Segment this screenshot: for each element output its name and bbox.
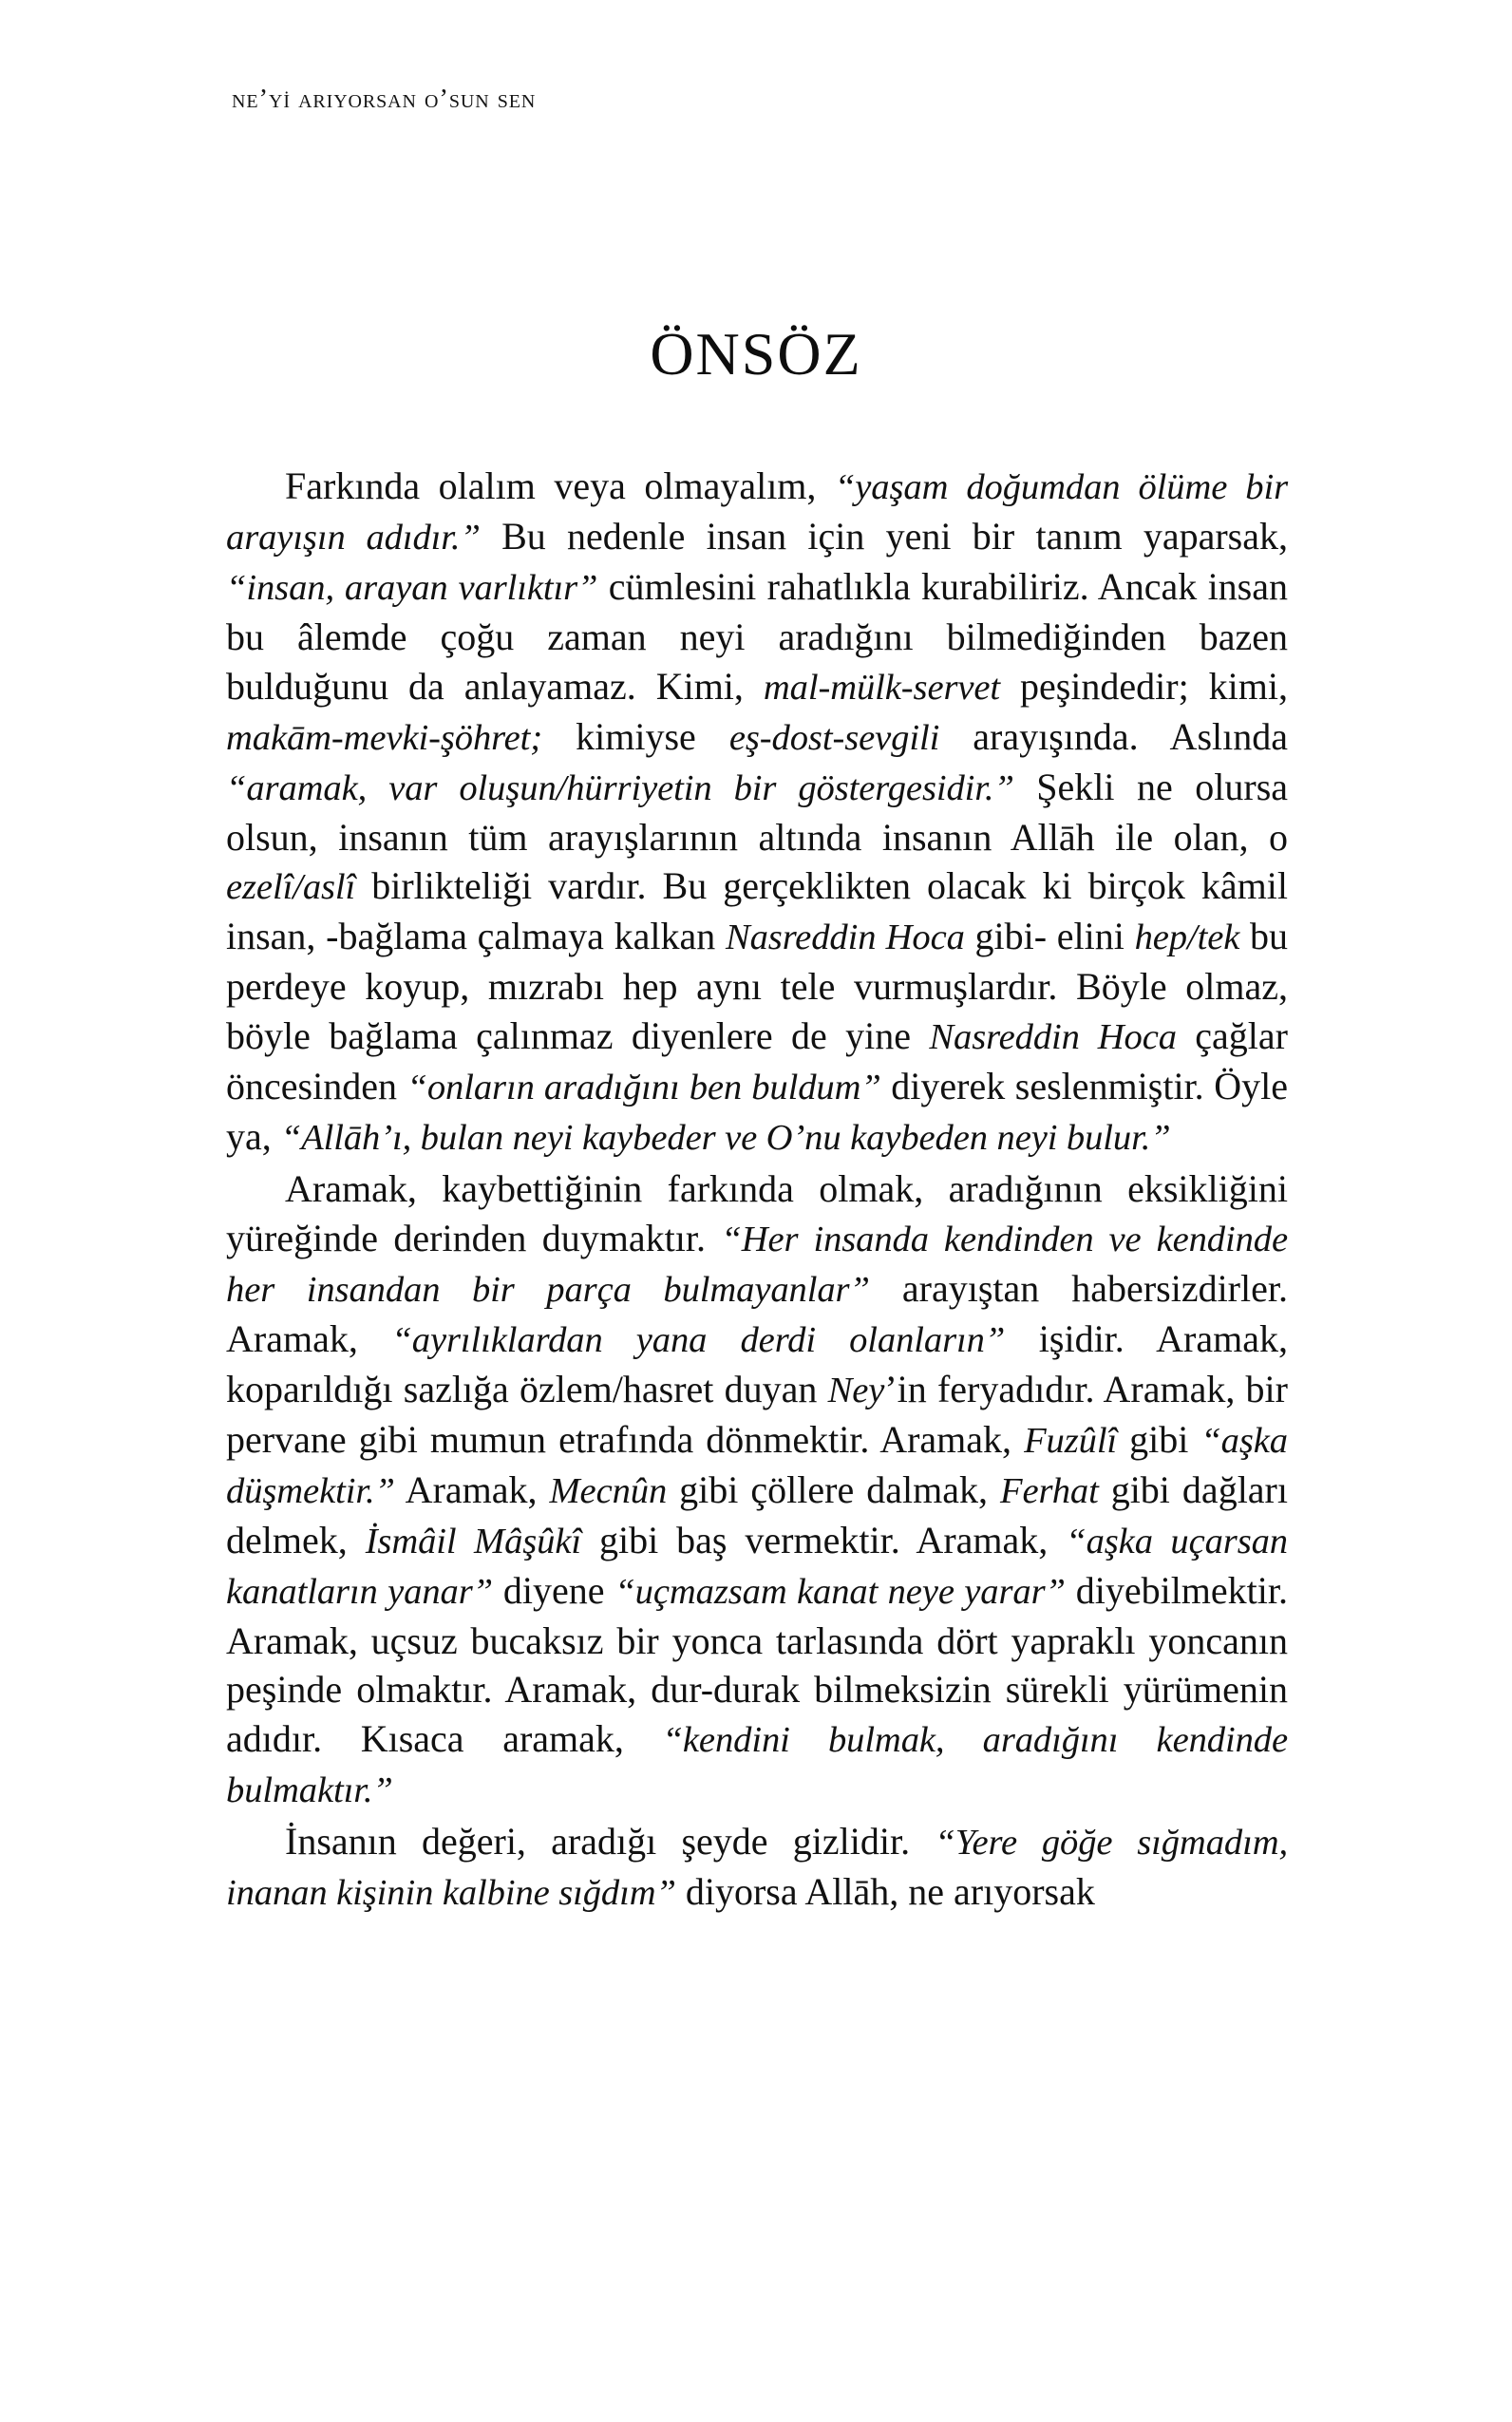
paragraph-1: Farkında olalım veya olmayalım, “yaşam doğumdan ölüme bir arayışın adıdır.” Bu nedenle insan için yeni bir tanım yaparsak, “insan, arayan varlıktır” cümlesini rahatlıkla kurabiliriz. Ancak insan bu âlemde çoğu zaman neyi aradığını bilmediğinden bazen bulduğunu da anlayamaz. Kimi, mal-mülk-servet peşindedir; kimi, makām-mevki-şöhret; kimiyse eş-dost-sevgili arayışında. Aslında “aramak, var oluşun/hürriyetin bir göstergesidir.” Şekli ne olursa olsun, insanın tüm arayışlarının altında insanın Allāh ile olan, o ezelî/aslî birlikteliği vardır. Bu gerçeklikten olacak ki birçok kâmil insan, -bağlama çalmaya kalkan Nasreddin Hoca gibi- elini hep/tek bu perdeye koyup, mızrabı hep aynı tele vurmuşlardır. Böyle olmaz, böyle bağlama çalınmaz diyenlere de yine Nasreddin Hoca çağlar öncesinden “onların aradığını ben buldum” diyerek seslenmiştir. Öyle ya, “Allāh’ı, bulan neyi kaybeder ve O’nu kaybeden neyi bulur.” [226,464,1289,1159]
page-title: ÖNSÖZ [650,319,862,388]
body-text-column [226,462,1288,1918]
running-header: ne’yi arıyorsan o’sun sen [232,84,537,114]
paragraph-2: Aramak, kaybettiğinin farkında olmak, aradığının eksikliğini yüreğinde derinden duymaktır. “Her insanda kendinden ve kendinde her insandan bir parça bulmayanlar” arayıştan habersizdirler. Aramak, “ayrılıklardan yana derdi olanların” işidir. Aramak, koparıldığı sazlığa özlem/hasret duyan Ney’in feryadıdır. Aramak, bir pervane gibi mumun etrafında dönmektir. Aramak, Fuzûlî gibi “aşka düşmektir.” Aramak, Mecnûn gibi çöllere dalmak, Ferhat gibi dağları delmek, İsmâil Mâşûkî gibi baş vermektir. Aramak, “aşka uçarsan kanatların yanar” diyene “uçmazsam kanat neye yarar” diyebilmektir. Aramak, uçsuz bucaksız bir yonca tarlasında dört yapraklı yoncanın peşinde olmaktır. Aramak, dur-durak bilmeksizin sürekli yürümenin adıdır. Kısaca aramak, “kendini bulmak, aradığını kendinde bulmaktır.” [226,1167,1289,1811]
paragraph-3: İnsanın değeri, aradığı şeyde gizlidir. “Yere göğe sığmadım, inanan kişinin kalbine sığdım” diyorsa Allāh, ne arıyorsak [226,1820,1288,1914]
